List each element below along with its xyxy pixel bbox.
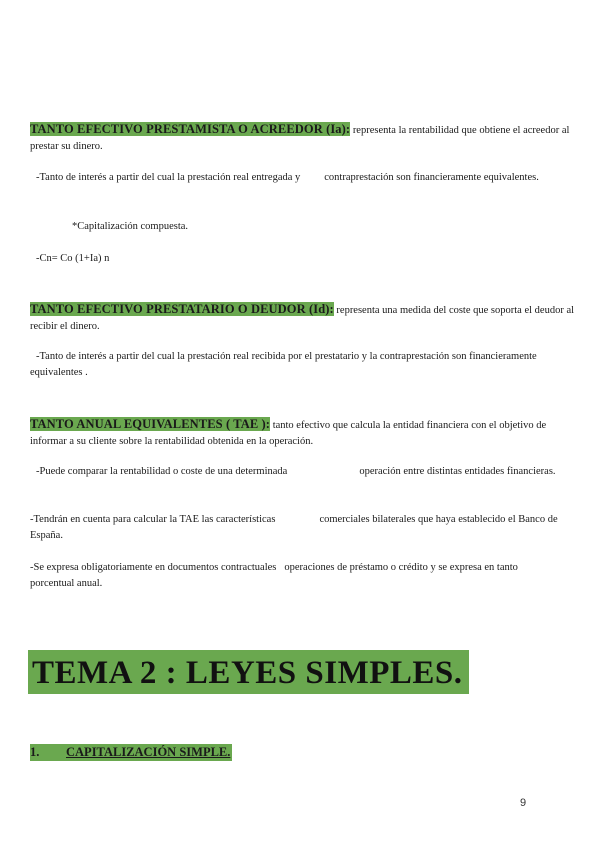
prestamista-heading: TANTO EFECTIVO PRESTAMISTA O ACREEDOR (Ia): xyxy=(30,122,351,136)
tae-heading: TANTO ANUAL EQUIVALENTES ( TAE ): xyxy=(30,417,271,431)
prestatario-definition xyxy=(30,301,575,335)
prestamista-bullet-part-a: -Tanto de interés a partir del cual la prestación real entregada y xyxy=(36,172,301,183)
tae-bullet-3-part-a: -Se expresa obligatoriamente en documentos contractuales xyxy=(30,562,277,573)
tae-definition xyxy=(30,416,575,450)
prestatario-heading: TANTO EFECTIVO PRESTATARIO O DEUDOR (Id): xyxy=(30,302,334,316)
prestamista-definition xyxy=(30,121,575,155)
tae-bullet-1-part-a: -Puede comparar la rentabilidad o coste de una determinada xyxy=(36,466,288,477)
tae-bullet-3 xyxy=(30,560,575,592)
section-number: 1. xyxy=(30,745,40,759)
tae-bullet-2-part-b: comerciales bilaterales que haya establecido el Banco de España. xyxy=(30,514,558,541)
prestamista-text: representa la rentabilidad que obtiene el acreedor al prestar su dinero. xyxy=(30,125,570,152)
page-number: 9 xyxy=(520,797,527,809)
tae-bullet-1-part-b: operación entre distintas entidades financieras. xyxy=(359,466,556,477)
capitalizacion-note: *Capitalización compuesta. xyxy=(72,221,189,232)
section-label: CAPITALIZACIÓN SIMPLE. xyxy=(66,745,231,759)
prestamista-bullet xyxy=(30,170,575,186)
tae-text: tanto efectivo que calcula la entidad financiera con el objetivo de informar a su cliente sobre la rentabilidad obtenida en la operación. xyxy=(30,420,547,447)
section-heading xyxy=(30,744,232,761)
chapter-title: TEMA 2 : LEYES SIMPLES. xyxy=(28,650,469,694)
prestamista-bullet-part-b: contraprestación son financieramente equivalentes. xyxy=(324,172,539,183)
formula: -Cn= Co (1+Ia) n xyxy=(36,253,110,264)
tae-bullet-2 xyxy=(30,512,575,544)
tae-bullet-1 xyxy=(30,464,575,480)
prestatario-bullet: -Tanto de interés a partir del cual la prestación real recibida por el prestatario y la contraprestación son financieramente equivalentes . xyxy=(30,351,537,378)
tae-bullet-3-part-b: operaciones de préstamo o crédito y se expresa en tanto xyxy=(284,562,518,573)
tae-bullet-3-part-c: porcentual anual. xyxy=(30,578,103,589)
tae-bullet-2-part-a: -Tendrán en cuenta para calcular la TAE las características xyxy=(30,514,276,525)
prestatario-text: representa una medida del coste que soporta el deudor al recibir el dinero. xyxy=(30,305,575,332)
